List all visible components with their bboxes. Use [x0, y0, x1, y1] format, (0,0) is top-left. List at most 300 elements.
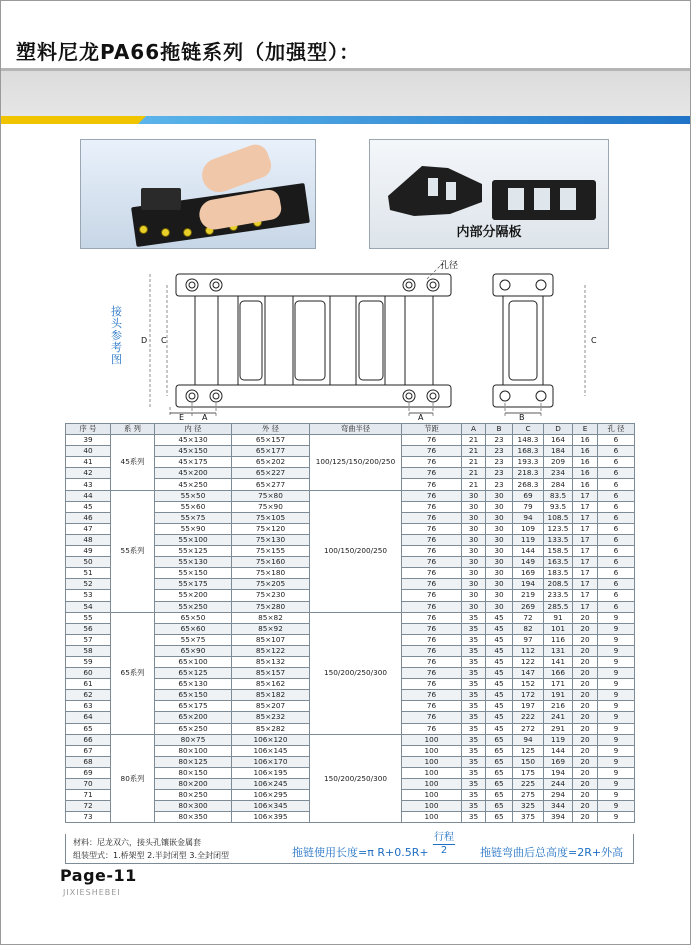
table-cell: 97 [513, 634, 544, 645]
table-cell: 17 [573, 534, 598, 545]
table-cell: 45 [486, 612, 513, 623]
table-cell: 75×160 [232, 557, 310, 568]
table-cell: 76 [402, 645, 462, 656]
bend-radius-cell: 150/200/250/300 [310, 612, 402, 734]
table-cell: 291 [544, 723, 573, 734]
table-cell: 76 [402, 601, 462, 612]
table-cell: 269 [513, 601, 544, 612]
table-cell: 35 [462, 612, 486, 623]
table-cell: 20 [573, 801, 598, 812]
table-cell: 65 [66, 723, 111, 734]
table-cell: 106×395 [232, 812, 310, 823]
header-band [1, 68, 690, 116]
table-cell: 148.3 [513, 435, 544, 446]
table-cell: 75×180 [232, 568, 310, 579]
table-cell: 55×175 [155, 579, 232, 590]
table-cell: 65×130 [155, 679, 232, 690]
table-cell: 69 [513, 490, 544, 501]
bend-radius-cell: 100/150/200/250 [310, 490, 402, 612]
table-cell: 76 [402, 679, 462, 690]
table-cell: 62 [66, 690, 111, 701]
table-cell: 35 [462, 656, 486, 667]
table-cell: 30 [486, 490, 513, 501]
table-cell: 20 [573, 745, 598, 756]
table-cell: 71 [66, 790, 111, 801]
table-cell: 65×175 [155, 701, 232, 712]
table-cell: 20 [573, 723, 598, 734]
table-cell: 9 [598, 612, 635, 623]
dim-label-c: C [161, 336, 167, 345]
table-cell: 9 [598, 723, 635, 734]
series-cell: 65系列 [111, 612, 155, 734]
table-cell: 9 [598, 801, 635, 812]
column-header: 弯曲半径 [310, 424, 402, 435]
table-cell: 35 [462, 623, 486, 634]
table-cell: 16 [573, 446, 598, 457]
table-cell: 106×145 [232, 745, 310, 756]
table-cell: 131 [544, 645, 573, 656]
table-cell: 76 [402, 668, 462, 679]
table-cell: 20 [573, 634, 598, 645]
table-cell: 106×195 [232, 767, 310, 778]
table-cell: 72 [66, 801, 111, 812]
table-cell: 79 [513, 501, 544, 512]
table-cell: 69 [66, 767, 111, 778]
table-cell: 45×130 [155, 435, 232, 446]
table-cell: 233.5 [544, 590, 573, 601]
table-cell: 9 [598, 679, 635, 690]
table-cell: 9 [598, 779, 635, 790]
table-cell: 30 [462, 512, 486, 523]
table-cell: 9 [598, 634, 635, 645]
table-cell: 100 [402, 745, 462, 756]
dim-label-b: B [519, 413, 525, 422]
table-cell: 6 [598, 468, 635, 479]
table-cell: 80×150 [155, 767, 232, 778]
table-cell: 30 [486, 590, 513, 601]
assembly-note: 组装型式：1.桥架型 2.半封闭型 3.全封闭型 [73, 851, 229, 860]
table-cell: 65 [486, 756, 513, 767]
table-cell: 72 [513, 612, 544, 623]
table-cell: 45×150 [155, 446, 232, 457]
table-cell: 16 [573, 468, 598, 479]
table-cell: 208.5 [544, 579, 573, 590]
footer-notes [65, 834, 634, 864]
table-cell: 83.5 [544, 490, 573, 501]
table-cell: 20 [573, 756, 598, 767]
table-cell: 75×205 [232, 579, 310, 590]
table-cell: 9 [598, 790, 635, 801]
table-cell: 85×162 [232, 679, 310, 690]
table-cell: 75×155 [232, 546, 310, 557]
table-cell: 85×122 [232, 645, 310, 656]
table-cell: 164 [544, 435, 573, 446]
table-cell: 20 [573, 645, 598, 656]
table-cell: 169 [544, 756, 573, 767]
table-cell: 76 [402, 656, 462, 667]
table-cell: 106×345 [232, 801, 310, 812]
table-cell: 65 [486, 767, 513, 778]
table-cell: 394 [544, 812, 573, 823]
length-formula: 拖链使用长度=π R+0.5R+ [292, 846, 429, 859]
table-cell: 65×90 [155, 645, 232, 656]
table-cell: 35 [462, 756, 486, 767]
table-cell: 172 [513, 690, 544, 701]
table-cell: 119 [513, 534, 544, 545]
table-cell: 73 [66, 812, 111, 823]
table-cell: 150 [513, 756, 544, 767]
table-cell: 75×120 [232, 523, 310, 534]
table-cell: 20 [573, 779, 598, 790]
table-cell: 35 [462, 734, 486, 745]
table-cell: 21 [462, 479, 486, 490]
dim-label-d: D [141, 336, 148, 345]
table-cell: 175 [513, 767, 544, 778]
table-cell: 80×200 [155, 779, 232, 790]
table-cell: 44 [66, 490, 111, 501]
table-cell: 6 [598, 446, 635, 457]
table-cell: 17 [573, 546, 598, 557]
table-cell: 30 [486, 512, 513, 523]
table-cell: 23 [486, 435, 513, 446]
table-cell: 45 [486, 723, 513, 734]
table-cell: 35 [462, 812, 486, 823]
table-cell: 191 [544, 690, 573, 701]
table-cell: 55×150 [155, 568, 232, 579]
table-cell: 65 [486, 801, 513, 812]
table-cell: 16 [573, 479, 598, 490]
table-cell: 45 [486, 634, 513, 645]
chain-link-image [141, 188, 181, 210]
table-cell: 30 [462, 523, 486, 534]
table-cell: 20 [573, 690, 598, 701]
table-cell: 344 [544, 801, 573, 812]
table-cell: 325 [513, 801, 544, 812]
separator-caption: 内部分隔板 [456, 225, 522, 240]
table-cell: 100 [402, 812, 462, 823]
table-cell: 285.5 [544, 601, 573, 612]
table-cell: 40 [66, 446, 111, 457]
table-cell: 49 [66, 546, 111, 557]
table-cell: 100 [402, 779, 462, 790]
table-cell: 17 [573, 590, 598, 601]
table-cell: 166 [544, 668, 573, 679]
dim-label-a: A [202, 413, 208, 422]
table-cell: 106×120 [232, 734, 310, 745]
table-cell: 65×60 [155, 623, 232, 634]
table-cell: 76 [402, 557, 462, 568]
table-cell: 6 [598, 601, 635, 612]
separator-parts-image [370, 144, 609, 224]
table-cell: 35 [462, 668, 486, 679]
table-cell: 106×170 [232, 756, 310, 767]
table-cell: 6 [598, 479, 635, 490]
table-cell: 45 [486, 679, 513, 690]
table-cell: 35 [462, 634, 486, 645]
table-cell: 39 [66, 435, 111, 446]
table-cell: 64 [66, 712, 111, 723]
table-cell: 55×90 [155, 523, 232, 534]
table-cell: 17 [573, 557, 598, 568]
table-cell: 16 [573, 435, 598, 446]
table-cell: 76 [402, 446, 462, 457]
table-cell: 35 [462, 745, 486, 756]
table-cell: 20 [573, 701, 598, 712]
table-cell: 94 [513, 734, 544, 745]
table-cell: 21 [462, 457, 486, 468]
table-cell: 149 [513, 557, 544, 568]
column-header: 孔 径 [598, 424, 635, 435]
table-cell: 168.3 [513, 446, 544, 457]
table-cell: 20 [573, 668, 598, 679]
table-cell: 76 [402, 568, 462, 579]
table-cell: 80×300 [155, 801, 232, 812]
table-cell: 55×200 [155, 590, 232, 601]
table-cell: 122 [513, 656, 544, 667]
table-cell: 35 [462, 690, 486, 701]
table-cell: 85×282 [232, 723, 310, 734]
column-header: 节距 [402, 424, 462, 435]
table-cell: 46 [66, 512, 111, 523]
table-cell: 17 [573, 490, 598, 501]
yellow-pin-icon [139, 225, 148, 234]
table-cell: 163.5 [544, 557, 573, 568]
table-cell: 45×175 [155, 457, 232, 468]
table-cell: 17 [573, 501, 598, 512]
table-cell: 85×132 [232, 656, 310, 667]
table-cell: 55 [66, 612, 111, 623]
table-cell: 76 [402, 690, 462, 701]
table-cell: 294 [544, 790, 573, 801]
table-cell: 6 [598, 557, 635, 568]
table-cell: 85×182 [232, 690, 310, 701]
table-cell: 216 [544, 701, 573, 712]
table-cell: 75×90 [232, 501, 310, 512]
table-cell: 65×100 [155, 656, 232, 667]
table-cell: 30 [462, 501, 486, 512]
table-cell: 6 [598, 546, 635, 557]
table-cell: 284 [544, 479, 573, 490]
table-cell: 119 [544, 734, 573, 745]
table-cell: 52 [66, 579, 111, 590]
table-cell: 6 [598, 457, 635, 468]
table-cell: 80×75 [155, 734, 232, 745]
table-cell: 6 [598, 512, 635, 523]
table-cell: 169 [513, 568, 544, 579]
table-cell: 23 [486, 479, 513, 490]
table-cell: 9 [598, 745, 635, 756]
table-cell: 85×232 [232, 712, 310, 723]
joint-reference-label: 接头参考图 [111, 305, 122, 366]
column-header: A [462, 424, 486, 435]
table-cell: 144 [544, 745, 573, 756]
table-cell: 45 [486, 623, 513, 634]
table-cell: 55×125 [155, 546, 232, 557]
dim-label-e: E [179, 413, 185, 422]
table-cell: 197 [513, 701, 544, 712]
table-cell: 30 [462, 590, 486, 601]
table-cell: 76 [402, 723, 462, 734]
table-cell: 152 [513, 679, 544, 690]
table-cell: 76 [402, 435, 462, 446]
table-cell: 75×130 [232, 534, 310, 545]
table-cell: 43 [66, 479, 111, 490]
table-cell: 70 [66, 779, 111, 790]
table-cell: 50 [66, 557, 111, 568]
table-cell: 65×277 [232, 479, 310, 490]
table-cell: 45 [486, 690, 513, 701]
column-header: E [573, 424, 598, 435]
table-cell: 17 [573, 568, 598, 579]
table-cell: 55×100 [155, 534, 232, 545]
table-cell: 20 [573, 679, 598, 690]
table-cell: 65 [486, 790, 513, 801]
table-cell: 6 [598, 579, 635, 590]
table-cell: 222 [513, 712, 544, 723]
table-cell: 30 [462, 546, 486, 557]
table-cell: 268.3 [513, 479, 544, 490]
table-cell: 100 [402, 734, 462, 745]
table-cell: 76 [402, 501, 462, 512]
table-cell: 100 [402, 790, 462, 801]
table-cell: 75×105 [232, 512, 310, 523]
table-cell: 35 [462, 723, 486, 734]
table-cell: 55×75 [155, 512, 232, 523]
bend-radius-cell: 150/200/250/300 [310, 734, 402, 823]
table-cell: 85×107 [232, 634, 310, 645]
table-cell: 6 [598, 523, 635, 534]
height-formula: 拖链弯曲后总高度=2R+外高 [480, 846, 624, 859]
table-cell: 9 [598, 623, 635, 634]
table-cell: 106×295 [232, 790, 310, 801]
table-cell: 65 [486, 812, 513, 823]
table-cell: 9 [598, 645, 635, 656]
table-cell: 141 [544, 656, 573, 667]
table-cell: 58 [66, 645, 111, 656]
table-cell: 100 [402, 756, 462, 767]
length-formula-fraction [433, 832, 455, 857]
table-cell: 144 [513, 546, 544, 557]
table-cell: 55×130 [155, 557, 232, 568]
table-cell: 67 [66, 745, 111, 756]
table-cell: 65×157 [232, 435, 310, 446]
table-cell: 65×202 [232, 457, 310, 468]
table-cell: 275 [513, 790, 544, 801]
table-cell: 21 [462, 468, 486, 479]
table-cell: 35 [462, 779, 486, 790]
table-cell: 116 [544, 634, 573, 645]
table-row [66, 490, 635, 501]
table-cell: 106×245 [232, 779, 310, 790]
table-cell: 45 [486, 645, 513, 656]
column-header: 内 径 [155, 424, 232, 435]
table-cell: 225 [513, 779, 544, 790]
table-cell: 20 [573, 790, 598, 801]
table-cell: 61 [66, 679, 111, 690]
fraction-numerator: 行程 [434, 832, 454, 843]
table-cell: 244 [544, 779, 573, 790]
table-cell: 30 [462, 557, 486, 568]
column-header: 系 列 [111, 424, 155, 435]
table-cell: 30 [486, 557, 513, 568]
table-cell: 35 [462, 767, 486, 778]
table-cell: 194 [513, 579, 544, 590]
table-cell: 17 [573, 523, 598, 534]
table-cell: 16 [573, 457, 598, 468]
product-photo-separator [369, 139, 609, 249]
table-cell: 30 [486, 601, 513, 612]
table-cell: 20 [573, 734, 598, 745]
table-cell: 80×250 [155, 790, 232, 801]
table-cell: 76 [402, 612, 462, 623]
dim-label-a-right: A [418, 413, 424, 422]
table-header-row [66, 424, 635, 435]
table-cell: 42 [66, 468, 111, 479]
table-cell: 125 [513, 745, 544, 756]
table-cell: 48 [66, 534, 111, 545]
fraction-denominator: 2 [433, 844, 455, 857]
table-cell: 76 [402, 590, 462, 601]
table-cell: 6 [598, 568, 635, 579]
table-cell: 100 [402, 767, 462, 778]
technical-drawing [105, 257, 625, 422]
table-cell: 9 [598, 656, 635, 667]
table-cell: 35 [462, 701, 486, 712]
table-cell: 234 [544, 468, 573, 479]
table-cell: 6 [598, 590, 635, 601]
table-cell: 9 [598, 668, 635, 679]
table-row [66, 435, 635, 446]
column-header: D [544, 424, 573, 435]
table-cell: 76 [402, 468, 462, 479]
accent-band-blue [146, 116, 690, 124]
table-cell: 45 [486, 668, 513, 679]
table-cell: 20 [573, 656, 598, 667]
table-cell: 76 [402, 457, 462, 468]
table-cell: 76 [402, 534, 462, 545]
column-header: 序 号 [66, 424, 111, 435]
table-cell: 41 [66, 457, 111, 468]
series-cell: 80系列 [111, 734, 155, 823]
table-cell: 45×200 [155, 468, 232, 479]
table-cell: 9 [598, 734, 635, 745]
table-cell: 112 [513, 645, 544, 656]
table-cell: 65×177 [232, 446, 310, 457]
table-cell: 93.5 [544, 501, 573, 512]
table-cell: 9 [598, 812, 635, 823]
table-cell: 55×250 [155, 601, 232, 612]
table-cell: 65 [486, 745, 513, 756]
table-cell: 45 [486, 701, 513, 712]
table-cell: 109 [513, 523, 544, 534]
table-cell: 76 [402, 579, 462, 590]
table-cell: 30 [462, 579, 486, 590]
table-cell: 68 [66, 756, 111, 767]
table-cell: 65 [486, 779, 513, 790]
table-cell: 375 [513, 812, 544, 823]
table-cell: 17 [573, 579, 598, 590]
table-cell: 20 [573, 767, 598, 778]
table-cell: 23 [486, 468, 513, 479]
table-cell: 55×60 [155, 501, 232, 512]
table-cell: 6 [598, 534, 635, 545]
table-cell: 85×92 [232, 623, 310, 634]
yellow-pin-icon [161, 228, 170, 237]
table-cell: 20 [573, 812, 598, 823]
spec-table [65, 423, 635, 823]
page-number: Page-11 [60, 866, 137, 885]
table-cell: 76 [402, 623, 462, 634]
